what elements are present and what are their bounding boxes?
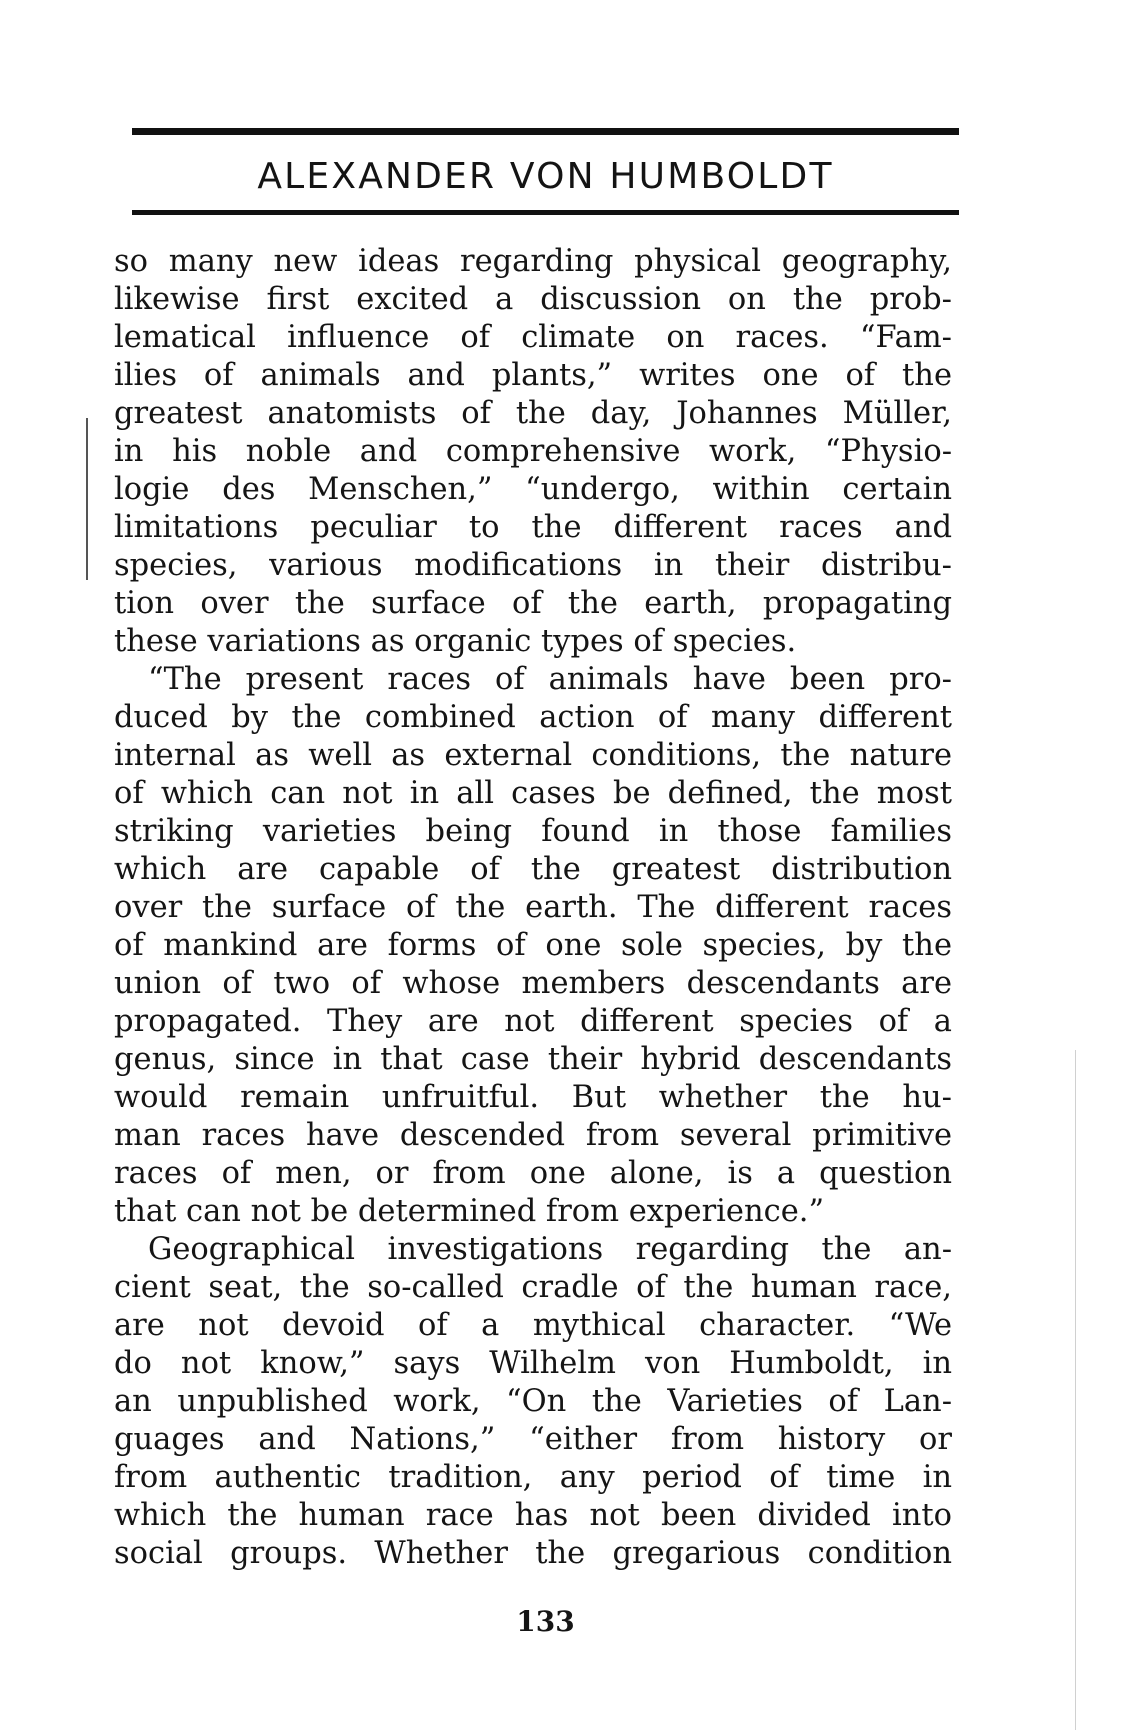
text-line: of which can not in all cases be defined, the most [114,776,952,811]
text-line: lematical influence of climate on races. “Fam- [114,320,952,355]
text-line: so many new ideas regarding physical geography, [114,244,952,279]
text-line: greatest anatomists of the day, Johannes Müller, [114,396,952,431]
text-line: guages and Nations,” “either from history or [114,1422,952,1457]
text-line: tion over the surface of the earth, propagating [114,586,952,621]
text-line: over the surface of the earth. The different races [114,890,952,925]
text-line: do not know,” says Wilhelm von Humboldt, in [114,1346,952,1381]
text-line: social groups. Whether the gregarious condition [114,1536,952,1571]
body-text [114,243,952,1573]
header-rule-bottom [132,210,959,215]
text-line: are not devoid of a mythical character. “We [114,1308,952,1343]
text-line: from authentic tradition, any period of time in [114,1460,952,1495]
text-line: that can not be determined from experience.” [114,1194,825,1229]
text-line: these variations as organic types of species. [114,624,797,659]
running-head: ALEXANDER VON HUMBOLDT [257,156,834,197]
text-line: cient seat, the so-called cradle of the human race, [114,1270,952,1305]
text-line: races of men, or from one alone, is a question [114,1156,952,1191]
page-edge [1075,1050,1076,1730]
text-line: would remain unfruitful. But whether the hu- [114,1080,952,1115]
text-line: duced by the combined action of many different [114,700,952,735]
margin-mark [86,418,88,580]
text-line: limitations peculiar to the different races and [114,510,952,545]
text-line: striking varieties being found in those families [114,814,952,849]
text-line: species, various modifications in their distribu- [114,548,952,583]
text-line: logie des Menschen,” “undergo, within certain [114,472,952,507]
text-line: internal as well as external conditions, the nature [114,738,952,773]
text-line: propagated. They are not different species of a [114,1004,952,1039]
text-line: which are capable of the greatest distribution [114,852,952,887]
text-line: in his noble and comprehensive work, “Physio- [114,434,952,469]
text-line: union of two of whose members descendants are [114,966,952,1001]
header-rule-top [132,128,959,135]
text-line: ilies of animals and plants,” writes one of the [114,358,952,393]
text-line: an unpublished work, “On the Varieties of Lan- [114,1384,952,1419]
text-line: man races have descended from several primitive [114,1118,952,1153]
text-line: which the human race has not been divided into [114,1498,952,1533]
text-line: “The present races of animals have been pro- [148,662,952,697]
text-line: genus, since in that case their hybrid descendants [114,1042,952,1077]
text-line: likewise first excited a discussion on the prob- [114,282,952,317]
text-line: Geographical investigations regarding the an- [148,1232,952,1267]
page-number: 133 [516,1605,575,1638]
text-line: of mankind are forms of one sole species, by the [114,928,952,963]
